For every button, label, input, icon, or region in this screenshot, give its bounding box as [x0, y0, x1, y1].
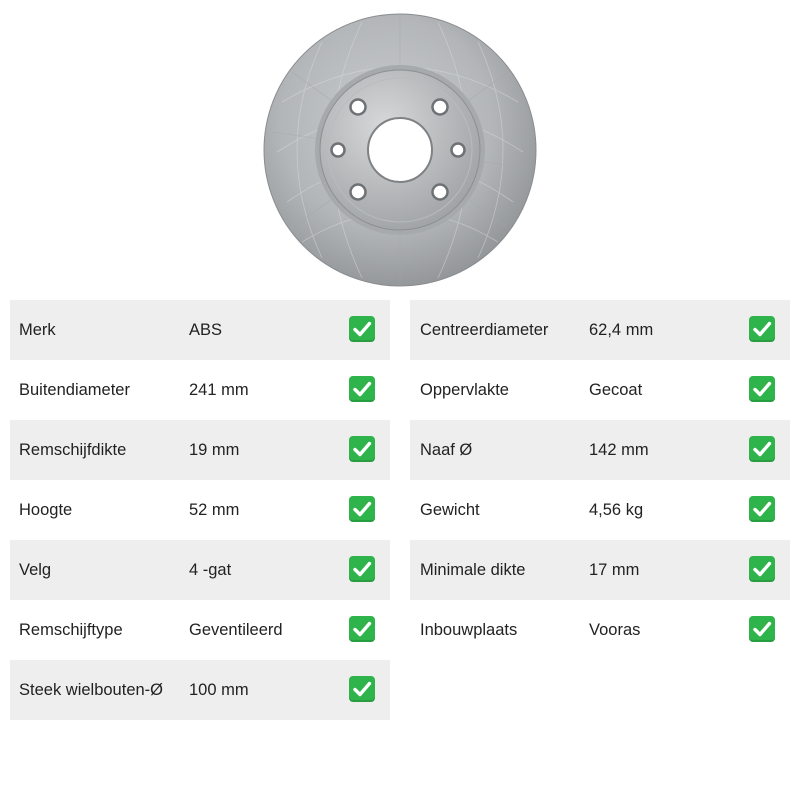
spec-value: 62,4 mm — [589, 321, 654, 339]
check-icon — [349, 616, 375, 642]
check-icon — [749, 496, 775, 522]
spec-value: 52 mm — [189, 501, 240, 519]
spec-row — [10, 480, 390, 540]
spec-table-right — [410, 300, 790, 660]
check-icon — [749, 436, 775, 462]
spec-label: Velg — [19, 561, 52, 579]
spec-value: ABS — [189, 321, 223, 339]
spec-label: Centreerdiameter — [420, 321, 549, 339]
spec-row — [410, 540, 790, 600]
spec-label: Remschijfdikte — [19, 441, 127, 459]
spec-row — [10, 660, 390, 720]
spec-label: Oppervlakte — [420, 381, 509, 399]
check-icon — [749, 556, 775, 582]
spec-value: 17 mm — [589, 561, 640, 579]
spec-label: Minimale dikte — [420, 561, 526, 579]
brake-disc-image — [262, 12, 538, 288]
spec-row — [10, 360, 390, 420]
check-icon — [349, 676, 375, 702]
spec-label: Gewicht — [420, 501, 480, 519]
spec-row — [410, 480, 790, 540]
check-icon — [749, 616, 775, 642]
check-icon — [349, 376, 375, 402]
spec-value: 4,56 kg — [589, 501, 644, 519]
spec-value: 241 mm — [189, 381, 249, 399]
spec-row — [10, 300, 390, 360]
spec-table-left — [10, 300, 390, 720]
spec-value: 100 mm — [189, 681, 249, 699]
spec-label: Merk — [19, 321, 56, 339]
spec-label: Inbouwplaats — [420, 621, 518, 639]
spec-label: Naaf Ø — [420, 441, 473, 459]
spec-value: 4 -gat — [189, 561, 232, 579]
spec-label: Buitendiameter — [19, 381, 130, 399]
check-icon — [349, 316, 375, 342]
check-icon — [749, 376, 775, 402]
spec-row — [10, 420, 390, 480]
spec-label: Steek wielbouten-Ø — [19, 681, 163, 699]
spec-row — [410, 360, 790, 420]
spec-label: Hoogte — [19, 501, 73, 519]
spec-row — [10, 600, 390, 660]
check-icon — [349, 436, 375, 462]
check-icon — [349, 496, 375, 522]
spec-value: 19 mm — [189, 441, 240, 459]
check-icon — [749, 316, 775, 342]
check-icon — [349, 556, 375, 582]
spec-row — [410, 420, 790, 480]
spec-value: Vooras — [589, 621, 641, 639]
spec-row — [10, 540, 390, 600]
spec-value: Geventileerd — [189, 621, 283, 639]
spec-value: Gecoat — [589, 381, 643, 399]
spec-row — [410, 600, 790, 660]
spec-label: Remschijftype — [19, 621, 123, 639]
spec-row — [410, 300, 790, 360]
spec-value: 142 mm — [589, 441, 649, 459]
